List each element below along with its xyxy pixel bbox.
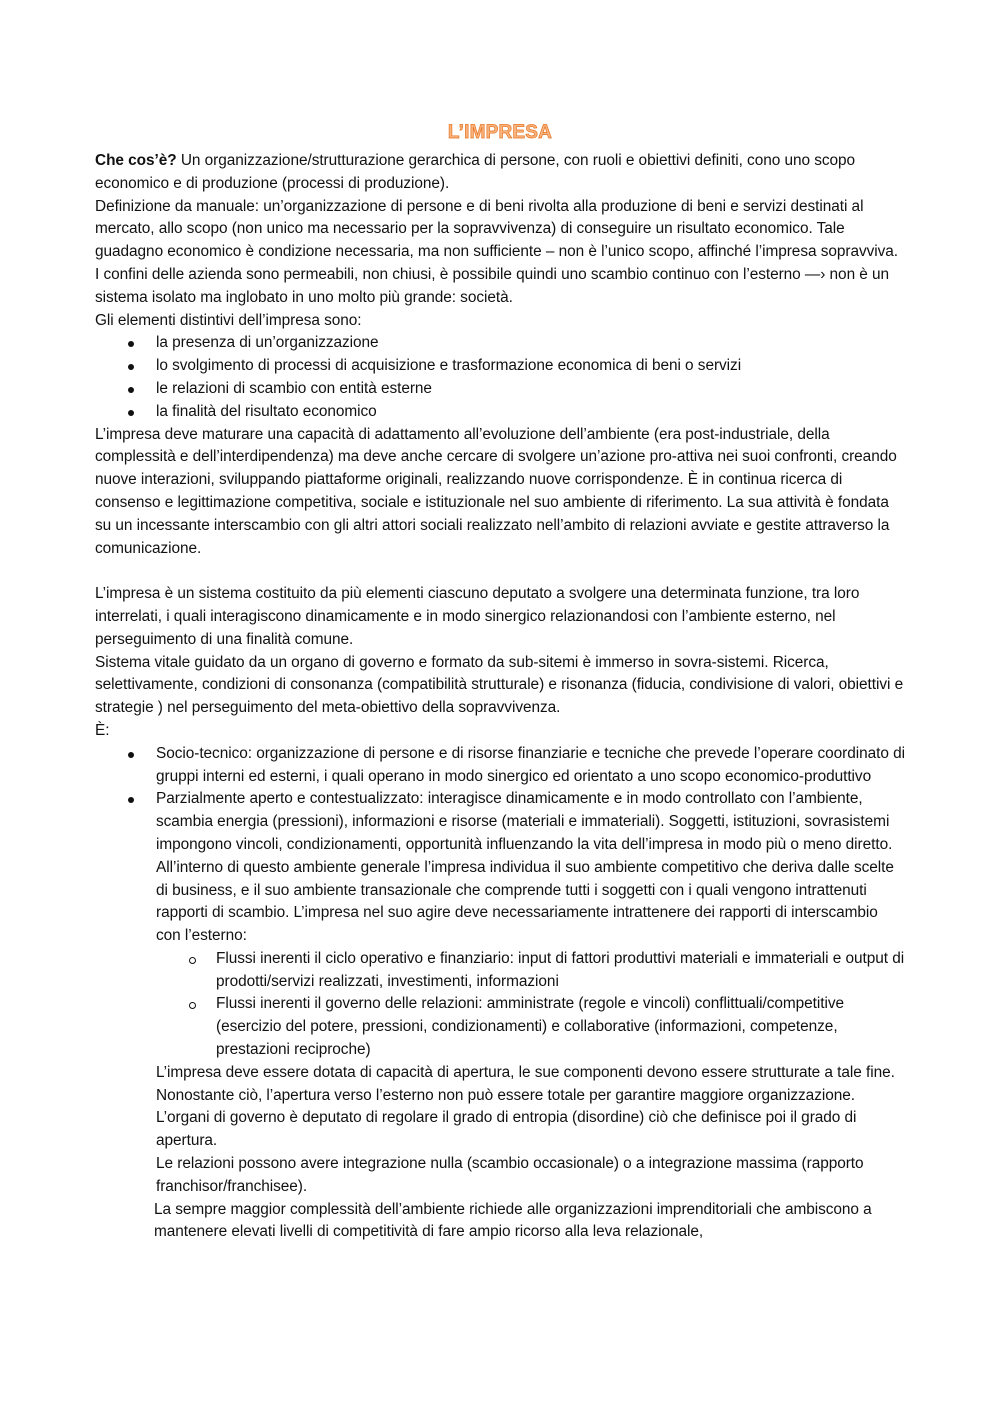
feature-socio-tecnico: Socio-tecnico: organizzazione di persone e di risorse finanziarie e tecniche che prevede l’operare coordinato di gruppi interni ed esterni, i quali operano in modo sinergico ed orientato a uno scopo economico-produttivo [156,744,905,785]
list-item: le relazioni di scambio con entità esterne [95,378,905,401]
intro-paragraph [95,150,905,196]
openness-paragraph: L’impresa deve essere dotata di capacità di apertura, le sue componenti devono essere strutturate a tale fine. Nonostante ciò, l’apertura verso l’esterno non può essere totale per garantire maggiore organizzazione. L’organi di governo è deputato di regolare il grado di entropia (disordine) ciò che definisce poi il grado di apertura. [156,1063,895,1150]
feature-aperto: Parzialmente aperto e contestualizzato: interagisce dinamicamente e in modo controllato con l’ambiente, scambia energia (pressioni), informazioni e risorse (materiali e immateriali). Soggetti, istituzioni, sovrasistemi impongono vincoli, condizionamenti, opportunità influenzando la vita dell’impresa in modo più o meno diretto. All’interno di questo ambiente generale l’impresa individua il suo ambiente competitivo che deriva dalle scelte di business, e il suo ambiente transazionale che comprende tutti i soggetti con i quali vengono intrattenuti rapporti di scambio. L’impresa nel suo agire deve necessariamente intrattenere dei rapporti di interscambio con l’esterno: [156,790,894,945]
elements-intro: Gli elementi distintivi dell’impresa sono: [95,311,362,329]
adaptation-paragraph: L’impresa deve maturare una capacità di adattamento all’evoluzione dell’ambiente (era post-industriale, della complessità e dell’interdipendenza) ma deve anche cercare di svolgere un’azione pro-attiva nei suoi confronti, creando nuove interazioni, sviluppando piattaforme originali, realizzando nuove corrispondenze. È in continua ricerca di consenso e legittimazione competitiva, sociale e istituzionale nel suo ambiente di riferimento. La sua attività è fondata su un incessante interscambio con gli altri attori sociali realizzato nell’ambito di relazioni avviate e gestite attraverso la comunicazione. [95,425,897,557]
list-item [95,788,905,1062]
sub-list-item: Flussi inerenti il ciclo operativo e finanziario: input di fattori produttivi materiali e immateriali e output di prodotti/servizi realizzati, investimenti, informazioni [156,948,905,994]
list-item: la finalità del risultato economico [95,401,905,424]
document-body [95,150,905,1244]
spacer [95,560,905,583]
complexity-paragraph: La sempre maggior complessità dell’ambiente richiede alle organizzazioni imprenditoriali che ambiscono a mantenere elevati livelli di competitività di fare ampio ricorso alla leva relazionale, [154,1200,872,1241]
relations-paragraph: Le relazioni possono avere integrazione nulla (scambio occasionale) o a integrazione massima (rapporto franchisor/franchisee). [156,1155,864,1195]
system-paragraph: L’impresa è un sistema costituito da più elementi ciascuno deputato a svolgere una determinata funzione, tra loro interrelati, i quali interagiscono dinamicamente e in modo sinergico relazionandosi con l’ambiente esterno, nel perseguimento di una finalità comune. [95,585,860,648]
features-list [95,743,905,1062]
boundaries-paragraph: I confini delle azienda sono permeabili, non chiusi, è possibile quindi uno scambio continuo con l’esterno —› non è un sistema isolato ma inglobato in uno molto più grande: società. [95,265,890,306]
intro-lead: Che cos’è? [95,152,177,169]
definition-paragraph: Definizione da manuale: un’organizzazione di persone e di beni rivolta alla produzione di beni e servizi destinati al mercato, allo scopo (non unico ma necessario per la sopravvivenza) di conseguire un risultato economico. Tale guadagno economico è condizione necessaria, ma non sufficiente – non è l’unico scopo, affinché l’impresa sopravviva. [95,197,898,261]
intro-text: Un organizzazione/strutturazione gerarchica di persone, con ruoli e obiettivi definiti, cono uno scopo economico e di produzione (processi di produzione). [95,152,856,192]
list-item: lo svolgimento di processi di acquisizione e trasformazione economica di beni o servizi [95,355,905,378]
flows-list [156,948,905,1062]
sub-list-item: Flussi inerenti il governo delle relazioni: amministrate (regole e vincoli) conflittuali/competitive (esercizio del potere, pressioni, condizionamenti) e collaborative (informazioni, competenze, prestazioni reciproche) [156,993,905,1061]
list-item [95,743,905,789]
page-title: L’IMPRESA [447,122,553,143]
list-item: la presenza di un’organizzazione [95,332,905,355]
elements-list [95,332,905,423]
vital-system-paragraph: Sistema vitale guidato da un organo di governo e formato da sub-sitemi è immerso in sovra-sistemi. Ricerca, selettivamente, condizioni di consonanza (compatibilità strutturale) e risonanza (fiducia, condivisione di valori, obiettivi e strategie ) nel perseguimento del meta-obiettivo della sopravvivenza. [95,653,904,717]
features-intro: È: [95,721,110,739]
